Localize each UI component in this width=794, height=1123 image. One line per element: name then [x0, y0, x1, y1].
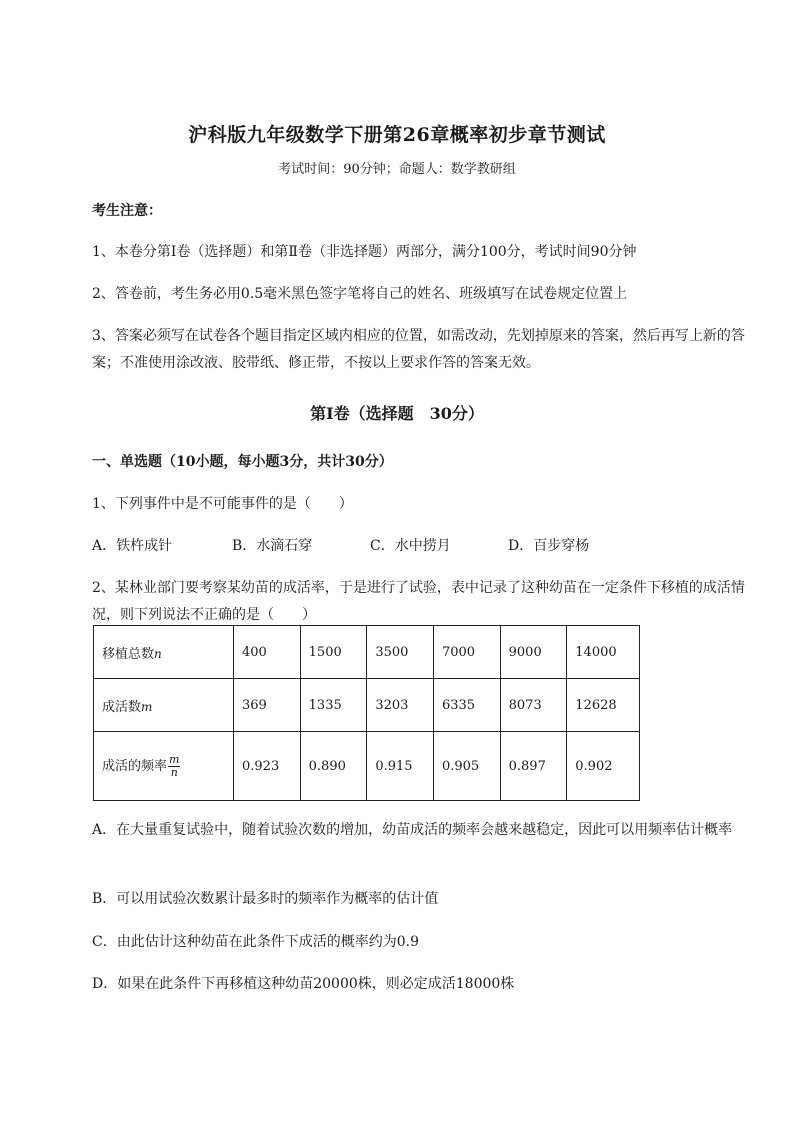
- table-cell: 3500: [367, 626, 434, 679]
- question-1-option-a: A．铁杵成针: [92, 538, 173, 554]
- table-cell: 0.897: [500, 732, 567, 801]
- table-cell: 0.905: [433, 732, 500, 801]
- table-cell: 8073: [500, 679, 567, 732]
- notice-item-1: 1、本卷分第I卷（选择题）和第Ⅱ卷（非选择题）两部分，满分100分，考试时间90分钟: [92, 244, 637, 260]
- table-row: [94, 626, 640, 679]
- table-cell: 0.923: [234, 732, 301, 801]
- question-2-option-c: C．由此估计这种幼苗在此条件下成活的概率约为0.9: [92, 934, 419, 950]
- question-2-stem: 2、某林业部门要考察某幼苗的成活率，于是进行了试验，表中记录了这种幼苗在一定条件下移植的成活情况，则下列说法不正确的是（ ）: [92, 580, 745, 623]
- question-2-option-b: B．可以用试验次数累计最多时的频率作为概率的估计值: [92, 891, 439, 907]
- row-label: 成活的频率: [102, 758, 168, 774]
- table-cell: 9000: [500, 626, 567, 679]
- question-1-option-c: C．水中捞月: [370, 538, 451, 554]
- table-row-header: [94, 679, 234, 732]
- question-1-option-d: D．百步穿杨: [508, 538, 590, 554]
- table-row-header: [94, 626, 234, 679]
- table-cell: 3203: [367, 679, 434, 732]
- survival-rate-table: [93, 625, 640, 801]
- question-2-option-d: D．如果在此条件下再移植这种幼苗20000株，则必定成活18000株: [92, 976, 515, 992]
- table-cell: 1500: [300, 626, 367, 679]
- table-cell: 400: [234, 626, 301, 679]
- table-cell: 14000: [567, 626, 640, 679]
- question-1-stem: 1、下列事件中是不可能事件的是（ ）: [92, 496, 353, 512]
- table-cell: 0.915: [367, 732, 434, 801]
- section-title: 第I卷（选择题 30分）: [310, 404, 484, 423]
- table-cell: 0.890: [300, 732, 367, 801]
- table-cell: 7000: [433, 626, 500, 679]
- page-subtitle: 考试时间：90分钟；命题人：数学教研组: [278, 162, 516, 177]
- table-cell: 369: [234, 679, 301, 732]
- part-heading: 一、单选题（10小题，每小题3分，共计30分）: [92, 454, 393, 470]
- table-row-header: [94, 732, 234, 801]
- row-label: 成活数: [102, 699, 142, 715]
- row-label: 移植总数: [102, 646, 155, 662]
- table-cell: 12628: [567, 679, 640, 732]
- fraction-numerator: m: [169, 752, 180, 766]
- table-row: [94, 679, 640, 732]
- table-row: [94, 732, 640, 801]
- fraction-denominator: n: [170, 765, 178, 779]
- question-1-option-b: B．水滴石穿: [232, 538, 313, 554]
- notice-item-2: 2、答卷前，考生务必用0.5毫米黑色签字笔将自己的姓名、班级填写在试卷规定位置上: [92, 286, 628, 302]
- page-title: 沪科版九年级数学下册第26章概率初步章节测试: [188, 124, 606, 146]
- fraction-m-over-n: [168, 754, 180, 779]
- notice-heading: 考生注意：: [92, 203, 162, 219]
- variable-n: n: [154, 646, 162, 661]
- question-2-option-a: A．在大量重复试验中，随着试验次数的增加，幼苗成活的频率会越来越稳定，因此可以用频率估计概率: [92, 822, 733, 838]
- table-cell: 1335: [300, 679, 367, 732]
- table-cell: 0.902: [567, 732, 640, 801]
- variable-m: m: [141, 699, 153, 714]
- table-cell: 6335: [433, 679, 500, 732]
- notice-item-3: 3、答案必须写在试卷各个题目指定区域内相应的位置，如需改动，先划掉原来的答案，然后再写上新的答案；不准使用涂改液、胶带纸、修正带，不按以上要求作答的答案无效。: [92, 328, 745, 371]
